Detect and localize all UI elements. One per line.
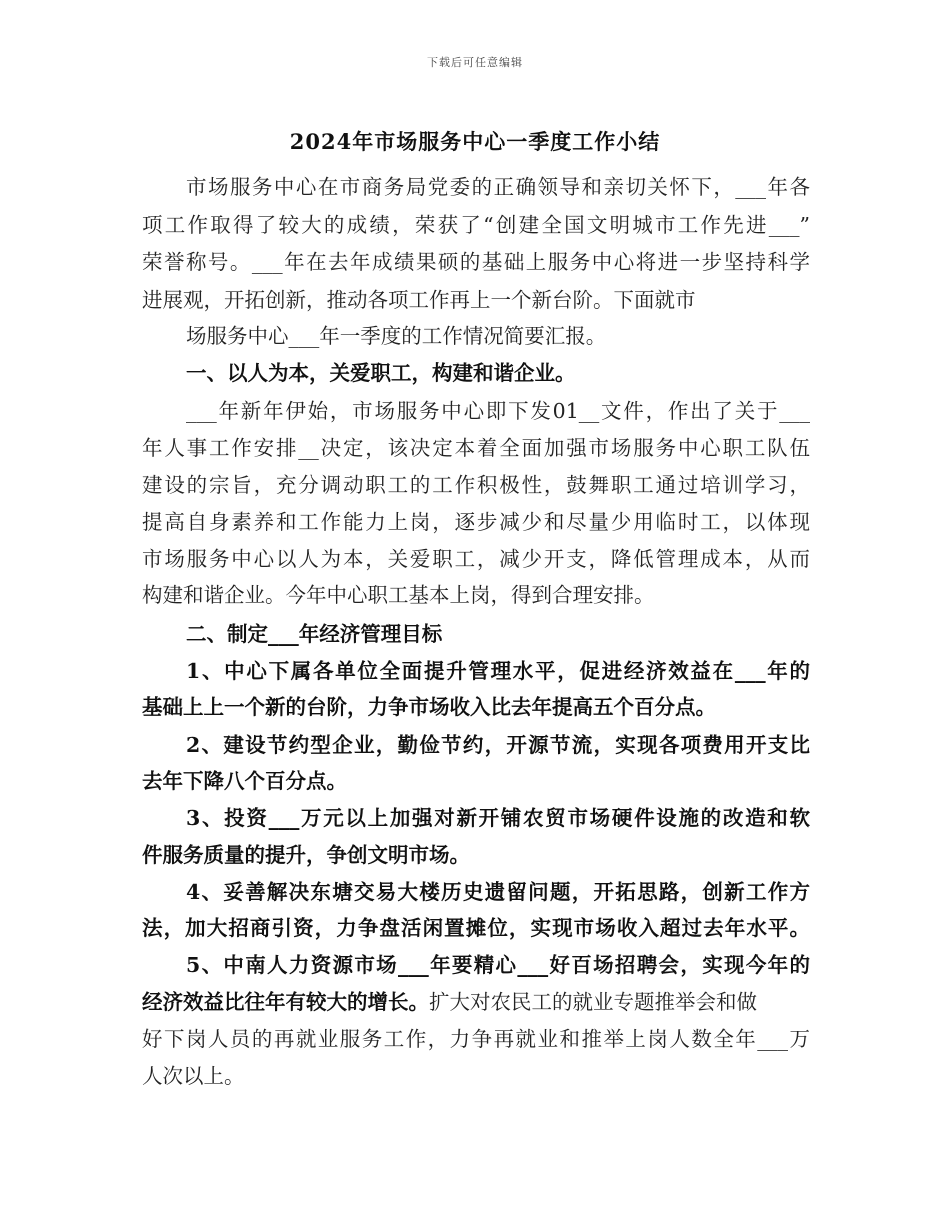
- goal-item-line: 1、中心下属各单位全面提升管理水平，促进经济效益在___年的: [186, 659, 810, 683]
- paragraph-line: ___年新年伊始，市场服务中心即下发01__文件，作出了关于___: [186, 399, 810, 423]
- goal-item-line: 件服务质量的提升，争创文明市场。: [142, 843, 470, 867]
- paragraph-line: 人次以上。: [142, 1064, 245, 1088]
- goal-item-line: 2、建设节约型企业，勤俭节约，开源节流，实现各项费用开支比: [186, 733, 810, 757]
- paragraph-line: 市场服务中心以人为本，关爱职工，减少开支，降低管理成本，从而: [142, 547, 810, 571]
- goal-item-line: 基础上上一个新的台阶，力争市场收入比去年提高五个百分点。: [142, 695, 716, 719]
- goal-item-line: 5、中南人力资源市场___年要精心___好百场招聘会，实现今年的: [186, 953, 810, 977]
- goal-item-line: 4、妥善解决东塘交易大楼历史遗留问题，开拓思路，创新工作方: [186, 880, 810, 904]
- goal-item-line: 3、投资___万元以上加强对新开铺农贸市场硬件设施的改造和软: [186, 806, 810, 830]
- paragraph-line: 提高自身素养和工作能力上岗，逐步减少和尽量少用临时工，以体现: [142, 510, 810, 534]
- paragraph-line: 进展观，开拓创新，推动各项工作再上一个新台阶。下面就市: [142, 288, 696, 312]
- document-title: 2024年市场服务中心一季度工作小结: [289, 129, 661, 154]
- goal-item-bold-part: 经济效益比往年有较大的增长。: [142, 990, 429, 1014]
- goal-item-line: [142, 987, 810, 1017]
- section-heading: 一、以人为本，关爱职工，构建和谐企业。: [186, 361, 576, 385]
- paragraph-line: 构建和谐企业。今年中心职工基本上岗，得到合理安排。: [142, 583, 655, 607]
- goal-item-line: 去年下降八个百分点。: [142, 769, 347, 793]
- paragraph-line: 荣誉称号。___年在去年成绩果硕的基础上服务中心将进一步坚持科学: [142, 250, 810, 274]
- page-header: 下载后可任意编辑: [427, 56, 523, 69]
- paragraph-line: 项工作取得了较大的成绩，荣获了“创建全国文明城市工作先进___”: [142, 213, 810, 237]
- section-heading: 二、制定___年经济管理目标: [186, 622, 443, 646]
- paragraph-line: 场服务中心___年一季度的工作情况简要汇报。: [186, 324, 607, 348]
- goal-item-normal-part: 扩大对农民工的就业专题推举会和做: [429, 990, 757, 1014]
- paragraph-line: 市场服务中心在市商务局党委的正确领导和亲切关怀下，___年各: [186, 175, 810, 199]
- paragraph-line: 好下岗人员的再就业服务工作，力争再就业和推举上岗人数全年___万: [142, 1027, 810, 1051]
- paragraph-line: 年人事工作安排__决定，该决定本着全面加强市场服务中心职工队伍: [142, 436, 810, 460]
- paragraph-line: 建设的宗旨，充分调动职工的工作积极性，鼓舞职工通过培训学习，: [142, 473, 810, 497]
- goal-item-line: 法，加大招商引资，力争盘活闲置摊位，实现市场收入超过去年水平。: [142, 916, 810, 940]
